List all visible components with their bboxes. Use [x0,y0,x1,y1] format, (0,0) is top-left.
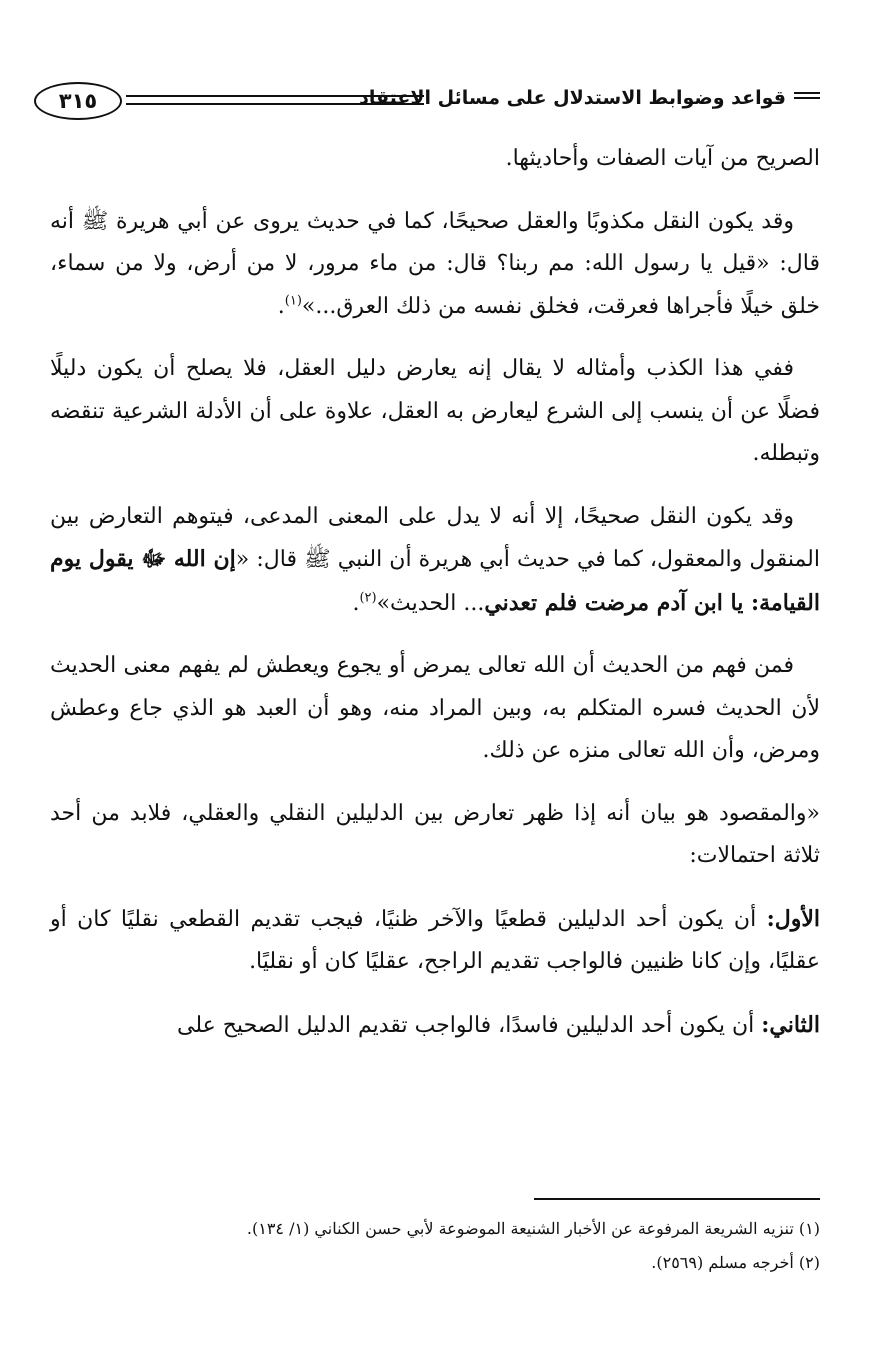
paragraph-5: فمن فهم من الحديث أن الله تعالى يمرض أو يجوع ويعطش لم يفهم معنى الحديث لأن الحديث فسره المتكلم به، وبين المراد منه، وهو أن العبد هو الذي جاع وعطش ومرض، وأن الله تعالى منزه عن ذلك. [50,653,820,763]
running-title: قواعد وضوابط الاستدلال على مسائل الاعتقاد [359,87,786,109]
paragraph-2: وقد يكون النقل مكذوبًا والعقل صحيحًا، كما في حديث يروى عن أبي هريرة ﷺ أنه قال: «قيل يا رسول الله: مم ربنا؟ قال: من ماء مرور، لا من أرض، ولا من سماء، خلق خيلًا فأجراها فعرقت، فخلق نفسه من ذلك العرق...»$^{(١)}$. [50,208,820,319]
paragraph-7: الأول: أن يكون أحد الدليلين قطعيًا والآخر ظنيًا، فيجب تقديم القطعي نقليًا كان أو عقليًا، وإن كانا ظنيين فالواجب تقديم الراجح، عقليًا كان أو نقليًا. [50,905,820,974]
point-label-second: الثاني: [761,1011,820,1038]
footnotes [50,1212,820,1280]
hadith-quote: إن الله ﷻ يقول يوم القيامة: يا ابن آدم مرضت فلم تعدني [50,546,820,616]
paragraph-4: وقد يكون النقل صحيحًا، إلا أنه لا يدل على المعنى المدعى، فيتوهم التعارض بين المنقول والمعقول، كما في حديث أبي هريرة أن النبي ﷺ قال: «إن الله ﷻ يقول يوم القيامة: يا ابن آدم مرضت فلم تعدني... الحديث»$^{(٢)}$. [50,503,820,616]
page-number: ٣١٥ [34,82,122,120]
body-text [50,138,820,1067]
paragraph-6: «والمقصود هو بيان أنه إذا ظهر تعارض بين الدليلين النقلي والعقلي، فلابد من أحد ثلاثة احتمالات: [50,800,820,868]
footnote-separator [534,1198,820,1200]
header-double-rule [126,95,424,105]
footnote-ref-2[interactable]: (٢) [359,590,377,606]
paragraph-3: ففي هذا الكذب وأمثاله لا يقال إنه يعارض دليل العقل، فلا يصلح أن يكون دليلًا فضلًا عن أن ينسب إلى الشرع ليعارض به العقل، علاوة على أن الأدلة الشرعية تنقضه وتبطله. [50,356,820,466]
footnote-ref-1[interactable]: (١) [284,293,302,309]
footnote-2: (٢) أخرجه مسلم (٢٥٦٩). [651,1253,820,1272]
paragraph-1: الصريح من آيات الصفات وأحاديثها. [505,146,820,171]
header-ornament-lines [794,92,820,104]
footnote-1: (١) تنزيه الشريعة المرفوعة عن الأخبار الشنيعة الموضوعة لأبي حسن الكناني (١/ ١٣٤). [246,1219,820,1238]
paragraph-8: الثاني: أن يكون أحد الدليلين فاسدًا، فالواجب تقديم الدليل الصحيح على [176,1011,820,1038]
page-header [34,82,820,122]
point-label-first: الأول: [766,905,820,932]
